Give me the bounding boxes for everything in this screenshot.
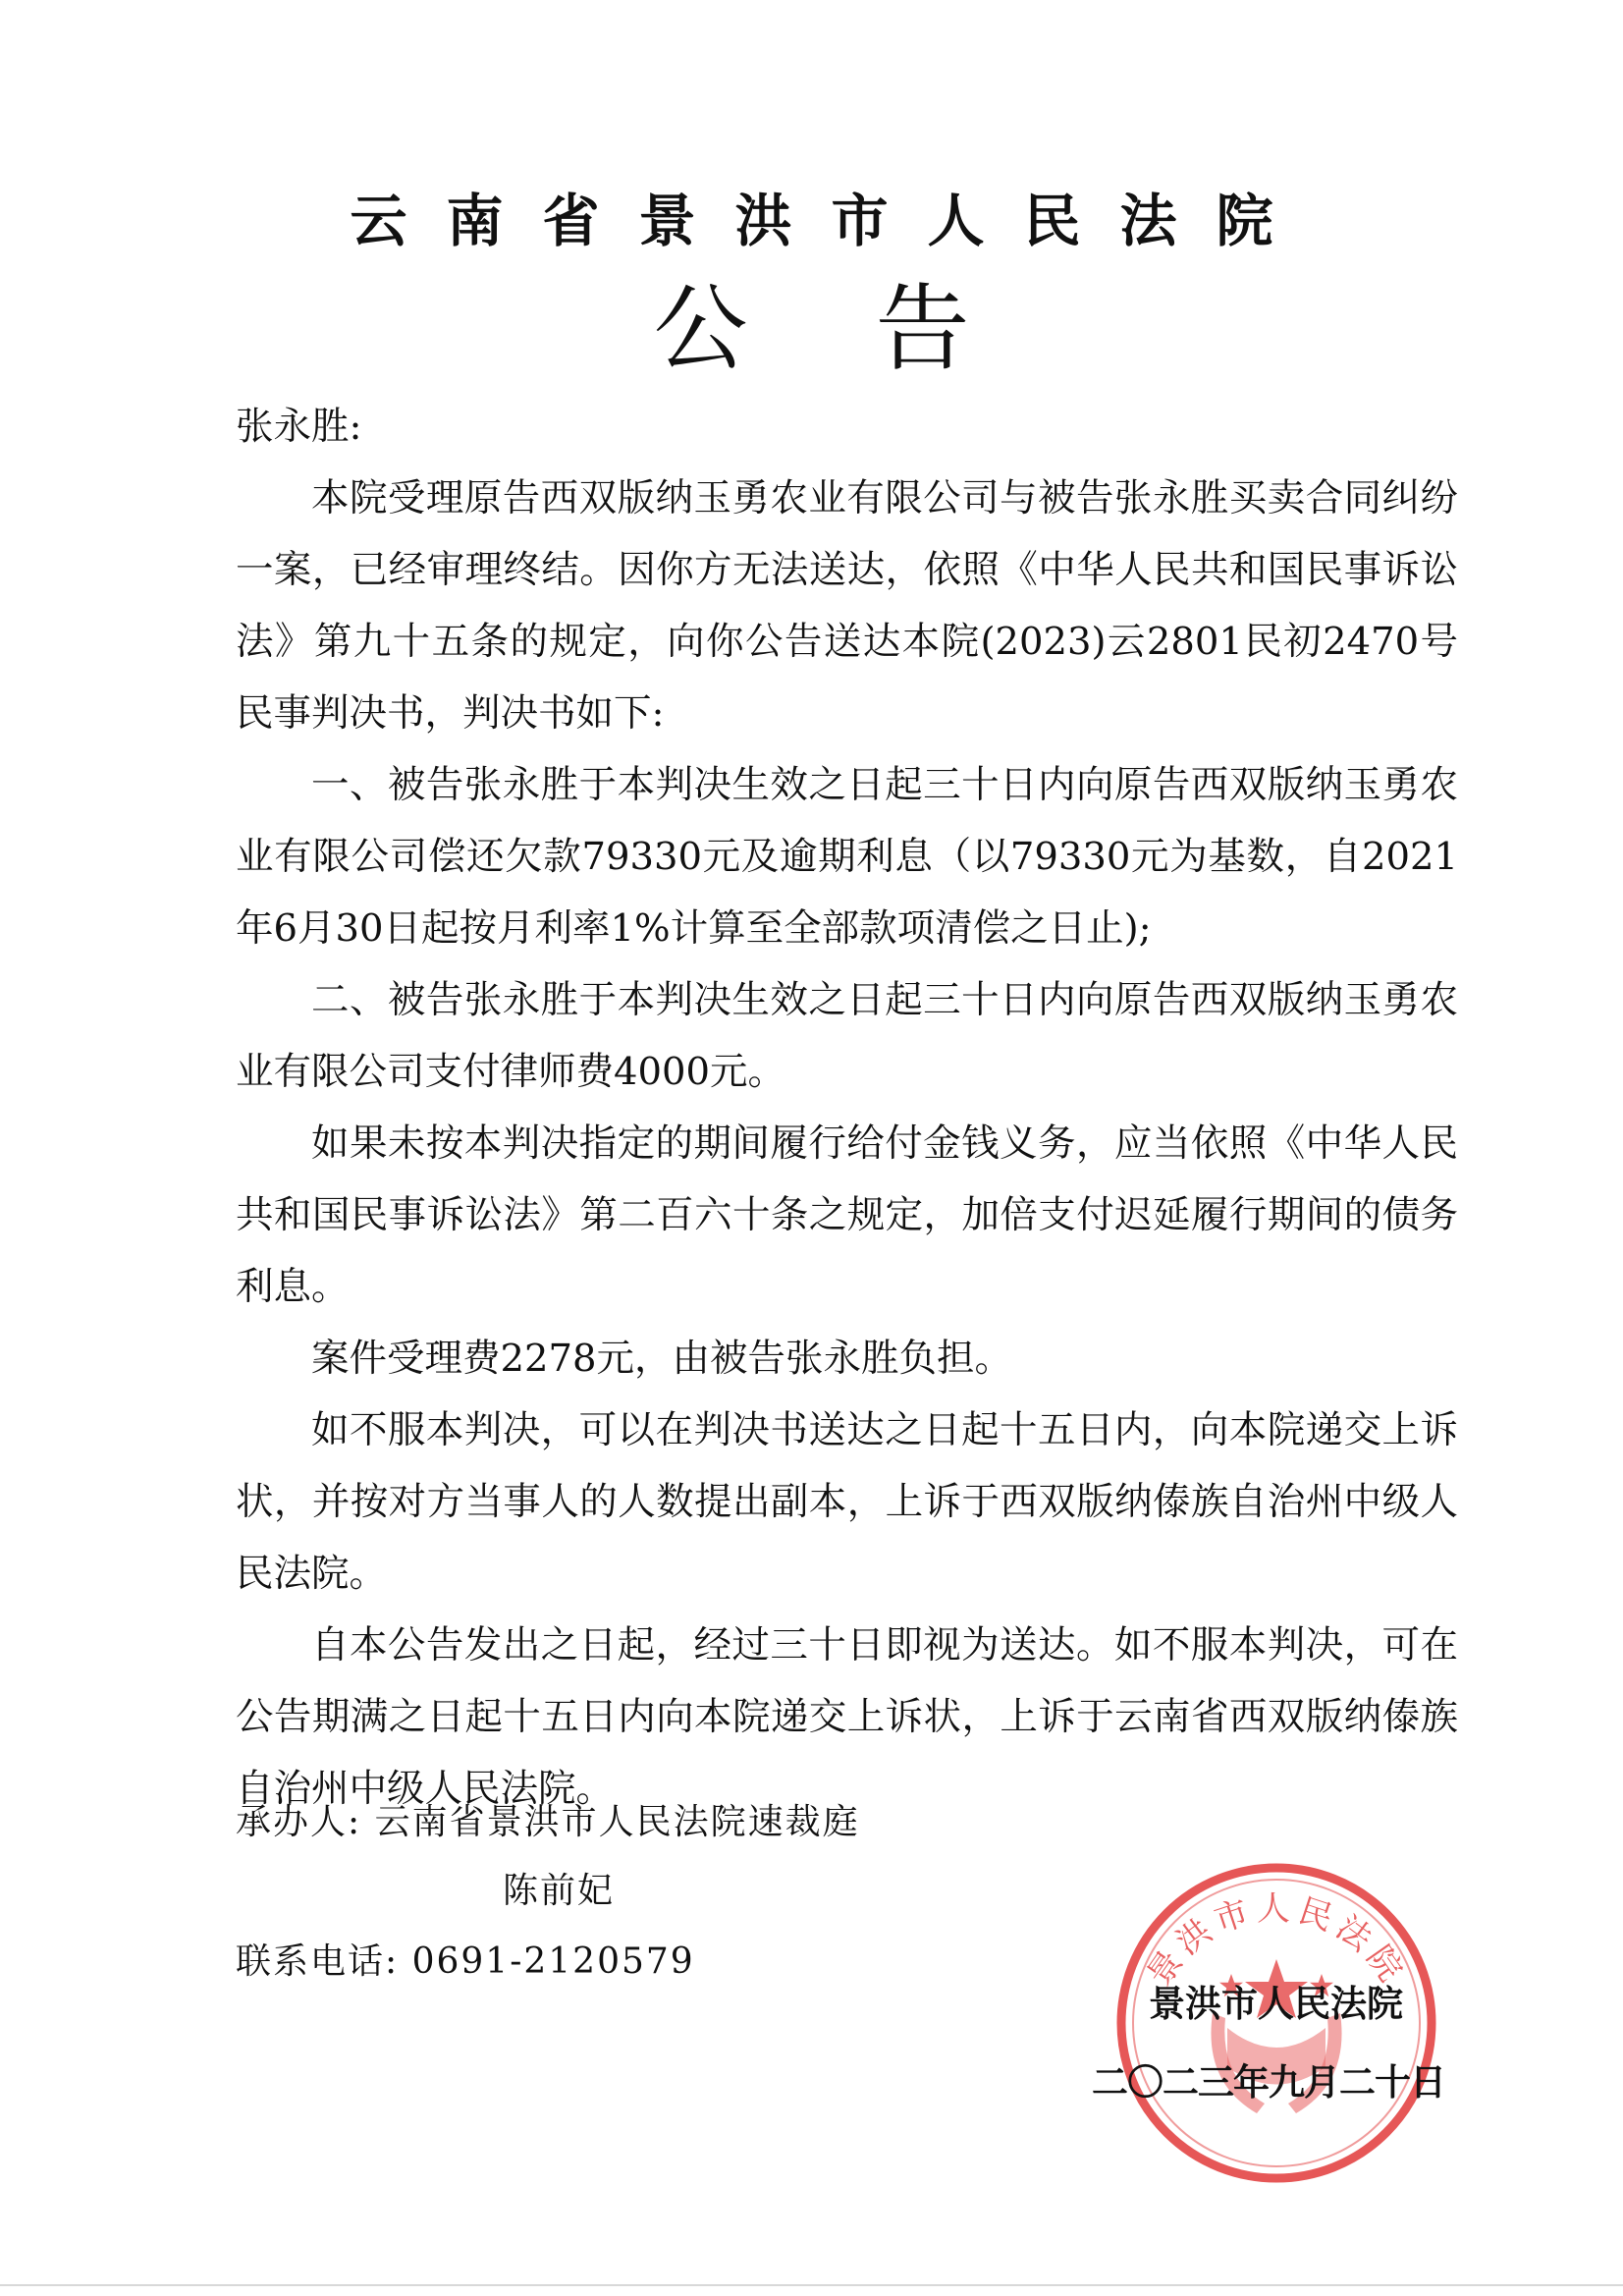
phone-row [236, 1927, 695, 1997]
paragraph-service-notice: 自本公告发出之日起，经过三十日即视为送达。如不服本判决，可在公告期满之日起十五日内向本院递交上诉状，上诉于云南省西双版纳傣族自治州中级人民法院。 [236, 1623, 1458, 1811]
signature-court: 景洪市人民法院 [1149, 1982, 1403, 2025]
signature-date: 二〇二三年九月二十日 [1092, 2060, 1445, 2104]
notice-body [236, 391, 1458, 1825]
handler-unit: 云南省景洪市人民法院速裁庭 [374, 1802, 860, 1842]
paragraph-judgment-item-1: 一、被告张永胜于本判决生效之日起三十日内向原告西双版纳玉勇农业有限公司偿还欠款79330元及逾期利息（以79330元为基数，自2021年6月30日起按月利率1%计算至全部款项清偿之日止); [236, 763, 1458, 951]
paragraph-judgment-item-2: 二、被告张永胜于本判决生效之日起三十日内向原告西双版纳玉勇农业有限公司支付律师费4000元。 [236, 978, 1458, 1094]
notice-title: 公告 [653, 274, 1098, 384]
paragraph-late-payment: 如果未按本判决指定的期间履行给付金钱义务，应当依照《中华人民共和国民事诉讼法》第二百六十条之规定，加倍支付迟延履行期间的债务利息。 [236, 1121, 1458, 1309]
paragraph-appeal-rights: 如不服本判决，可以在判决书送达之日起十五日内，向本院递交上诉状，并按对方当事人的人数提出副本，上诉于西双版纳傣族自治州中级人民法院。 [236, 1408, 1458, 1596]
addressee: 张永胜: [236, 405, 362, 449]
paragraph-case-fee: 案件受理费2278元，由被告张永胜负担。 [311, 1337, 1012, 1381]
page-bottom-edge [0, 2284, 1623, 2286]
handler-info [236, 1787, 860, 1858]
seal-text: 景洪市人民法院 [1139, 1889, 1414, 1994]
handler-label: 承办人: [236, 1802, 362, 1842]
phone-value: 0691-2120579 [411, 1941, 695, 1982]
handler-row [236, 1787, 860, 1858]
paragraph-case-intro: 本院受理原告西双版纳玉勇农业有限公司与被告张永胜买卖合同纠纷一案，已经审理终结。因你方无法送达，依照《中华人民共和国民事诉讼法》第九十五条的规定，向你公告送达本院(2023)云2801民初2470号民事判决书，判决书如下: [236, 476, 1458, 736]
phone-label: 联系电话: [236, 1941, 400, 1982]
court-name-heading: 云南省景洪市人民法院 [350, 188, 1313, 254]
handler-name: 陈前妃 [503, 1871, 616, 1911]
